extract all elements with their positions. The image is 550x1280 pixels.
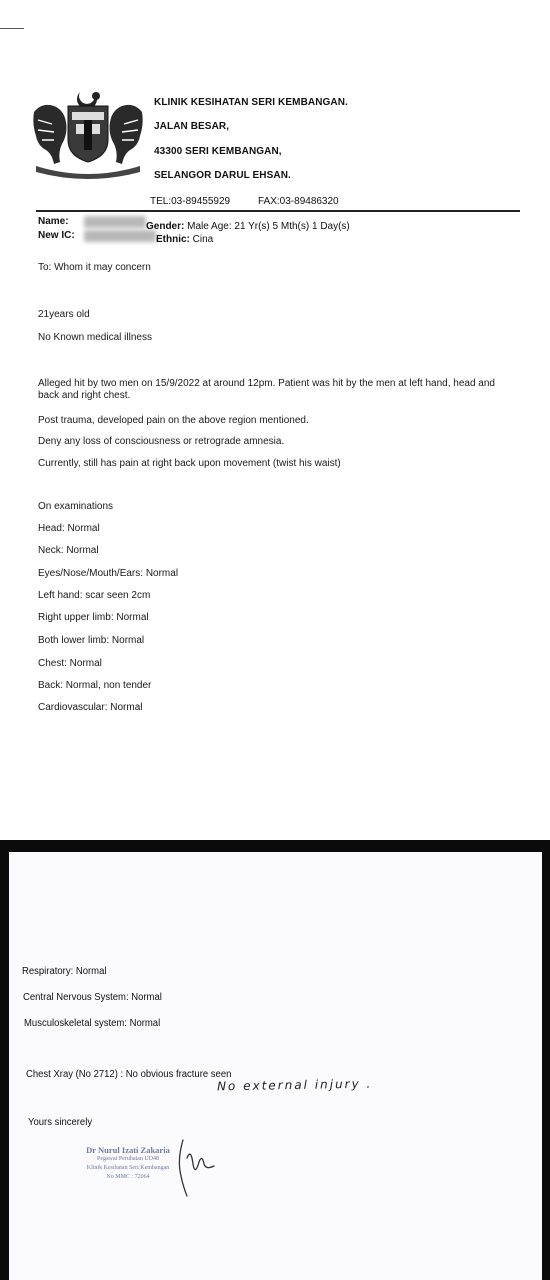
exam-item: Chest: Normal <box>38 658 102 669</box>
exam-item: Both lower limb: Normal <box>38 635 145 646</box>
clinic-state: SELANGOR DARUL EHSAN. <box>154 170 291 181</box>
gender-label: Gender: <box>146 221 185 232</box>
clinic-name: KLINIK KESIHATAN SERI KEMBANGAN. <box>154 97 348 108</box>
stamp-mmc: No MMC : 72064 <box>106 1174 150 1180</box>
exam-item: Respiratory: Normal <box>22 966 107 977</box>
exam-item: Central Nervous System: Normal <box>23 992 162 1003</box>
xray-result: Chest Xray (No 2712) : No obvious fracture seen <box>26 1069 232 1080</box>
clinic-postcode-city: 43300 SERI KEMBANGAN, <box>154 146 282 157</box>
examinations-heading: On examinations <box>38 501 114 512</box>
handwritten-note: No external injury . <box>216 1076 373 1094</box>
current-complaint: Currently, still has pain at right back upon movement (twist his waist) <box>38 458 341 469</box>
clinic-street: JALAN BESAR, <box>154 121 230 132</box>
incident-description: Alleged hit by two men on 15/9/2022 at around 12pm. Patient was hit by the men at left hand, head and back and right chest. <box>38 378 495 401</box>
consciousness-note: Deny any loss of consciousness or retrograde amnesia. <box>38 436 285 447</box>
exam-item: Eyes/Nose/Mouth/Ears: Normal <box>38 568 179 579</box>
gender-age <box>146 221 350 232</box>
scan-corner-mark <box>0 28 24 29</box>
stamp-title: Pegawai Perubatan UD48 <box>97 1156 159 1162</box>
exam-item: Neck: Normal <box>38 545 99 556</box>
clinic-tel: TEL:03-89455929 <box>150 196 231 207</box>
closing: Yours sincerely <box>28 1117 93 1128</box>
header-divider <box>36 210 520 212</box>
patient-age: 21years old <box>38 309 90 320</box>
medical-history: No Known medical illness <box>38 332 152 343</box>
clinic-fax: FAX:03-89486320 <box>258 196 339 207</box>
stamp-clinic: Klinik Kesihatan Seri Kembangan <box>86 1165 170 1171</box>
stamp-doctor-name: Dr Nurul Izati Zakaria <box>86 1145 170 1155</box>
salutation: To: Whom it may concern <box>38 262 151 273</box>
letter-page-2-photo <box>0 840 550 1280</box>
exam-item: Head: Normal <box>38 523 100 534</box>
exam-item: Musculoskeletal system: Normal <box>24 1018 161 1029</box>
exam-item: Back: Normal, non tender <box>38 680 152 691</box>
ethnic <box>156 234 213 245</box>
redacted-name <box>84 216 146 228</box>
ethnic-label: Ethnic: <box>156 234 190 245</box>
post-trauma-note: Post trauma, developed pain on the above region mentioned. <box>38 415 309 426</box>
ic-label: New IC: <box>38 230 75 241</box>
doctor-stamp <box>73 1146 183 1182</box>
gender-age-value: Male Age: 21 Yr(s) 5 Mth(s) 1 Day(s) <box>187 221 350 232</box>
name-label: Name: <box>38 216 69 227</box>
letter-page-2 <box>9 852 542 1280</box>
exam-item: Cardiovascular: Normal <box>38 702 143 713</box>
exam-item: Left hand: scar seen 2cm <box>38 590 151 601</box>
signature-icon <box>173 1136 221 1198</box>
coat-of-arms-icon <box>28 86 148 182</box>
ethnic-value: Cina <box>192 234 214 245</box>
exam-item: Right upper limb: Normal <box>38 612 149 623</box>
